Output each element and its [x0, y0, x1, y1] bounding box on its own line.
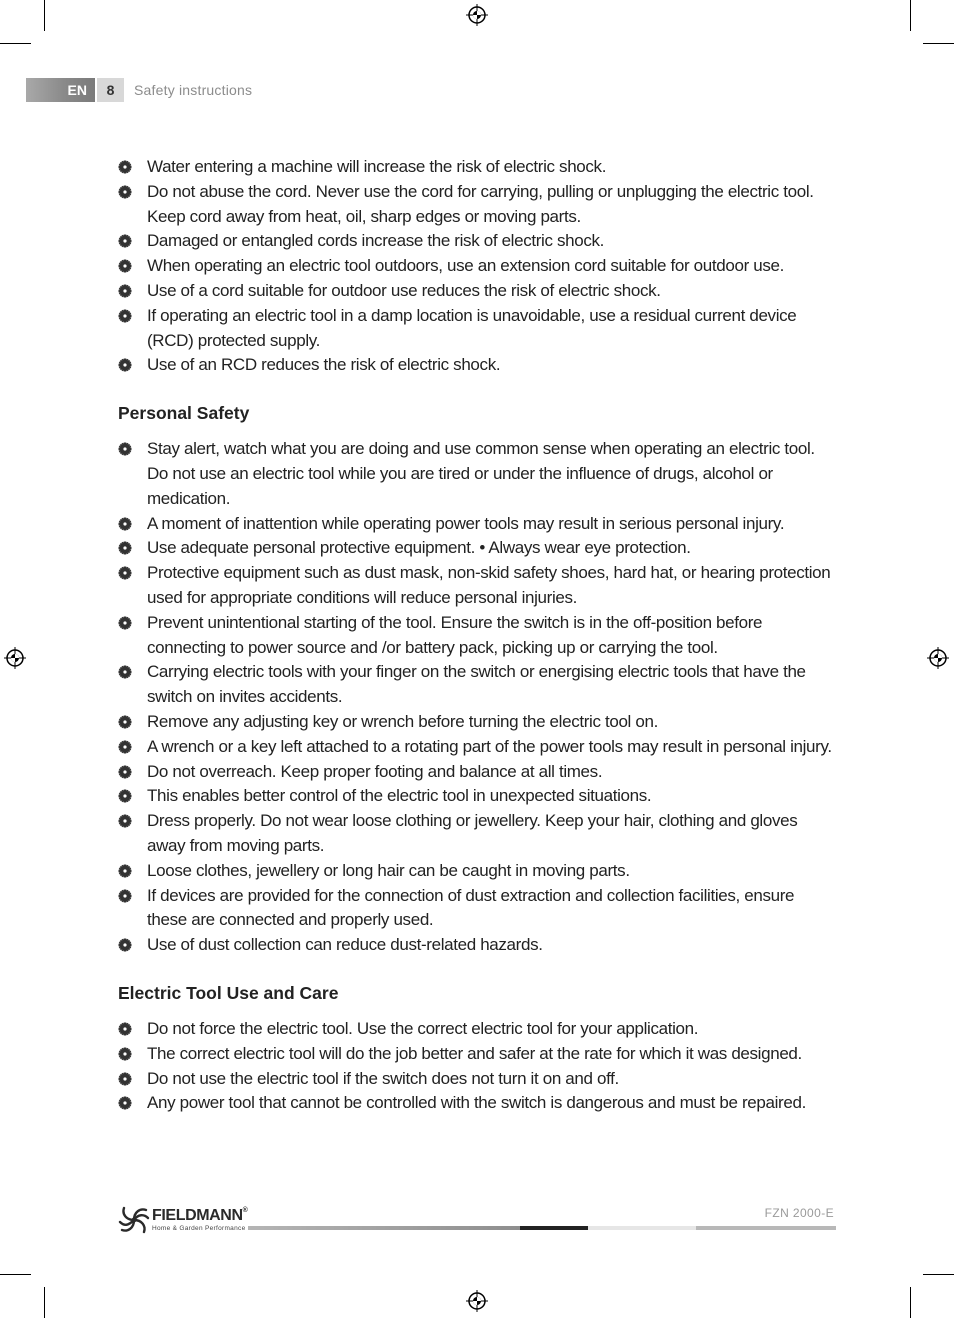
crop-mark	[44, 0, 45, 31]
registration-mark-icon	[466, 1290, 488, 1312]
list-item	[118, 512, 834, 537]
model-number: FZN 2000-E	[764, 1206, 834, 1220]
language-badge: EN	[26, 78, 95, 102]
list-item-text: Use of an RCD reduces the risk of electric shock.	[147, 355, 501, 375]
list-item-text: Do not use the electric tool if the switch does not turn it on and off.	[147, 1068, 619, 1088]
list-item-text: Do not abuse the cord. Never use the cord for carrying, pulling or unplugging the electric tool. Keep cord away from heat, oil, sharp edges or moving parts.	[147, 181, 814, 226]
personal-safety-heading: Personal Safety	[118, 403, 250, 424]
section-title: Safety instructions	[134, 82, 253, 98]
crop-mark	[923, 43, 954, 44]
gear-bullet-icon	[118, 284, 132, 298]
list-item-text: Dress properly. Do not wear loose clothing or jewellery. Keep your hair, clothing and gloves away from moving parts.	[147, 811, 798, 855]
gear-bullet-icon	[118, 715, 132, 729]
list-item	[118, 884, 834, 934]
gear-bullet-icon	[118, 1096, 132, 1110]
list-item	[118, 735, 834, 760]
gear-bullet-icon	[118, 938, 132, 952]
tool-use-list	[118, 1017, 834, 1116]
list-item-text: When operating an electric tool outdoors, use an extension cord suitable for outdoor use.	[147, 256, 784, 276]
list-item-text: Any power tool that cannot be controlled with the switch is dangerous and must be repaired.	[147, 1093, 806, 1113]
list-item	[118, 710, 834, 735]
footer-bar	[588, 1226, 696, 1230]
fieldmann-swirl-icon	[118, 1204, 150, 1236]
list-item	[118, 353, 834, 378]
list-item	[118, 859, 834, 884]
list-item-text: Damaged or entangled cords increase the risk of electric shock.	[147, 231, 605, 251]
gear-bullet-icon	[118, 517, 132, 531]
list-item	[118, 1091, 834, 1116]
list-item-text: If operating an electric tool in a damp location is unavoidable, use a residual current device (RCD) protected supply.	[147, 305, 797, 350]
gear-bullet-icon	[118, 185, 132, 199]
list-item-text: Do not force the electric tool. Use the correct electric tool for your application.	[147, 1018, 699, 1038]
gear-bullet-icon	[118, 442, 132, 456]
gear-bullet-icon	[118, 789, 132, 803]
gear-bullet-icon	[118, 1047, 132, 1061]
list-item	[118, 279, 834, 304]
list-item-text: Use adequate personal protective equipment. • Always wear eye protection.	[147, 538, 691, 558]
crop-mark	[910, 1287, 911, 1318]
list-item-text: If devices are provided for the connection of dust extraction and collection facilities, ensure these are connected and properly used.	[147, 885, 795, 930]
list-item-text: Use of a cord suitable for outdoor use reduces the risk of electric shock.	[147, 280, 661, 300]
list-item	[118, 1017, 834, 1042]
crop-mark	[0, 1274, 31, 1275]
registration-mark-icon	[4, 647, 26, 669]
list-item-text: Remove any adjusting key or wrench before turning the electric tool on.	[147, 711, 658, 731]
list-item	[118, 809, 834, 859]
list-item	[118, 1042, 834, 1067]
list-item-text: Stay alert, watch what you are doing and use common sense when operating an electric tool. Do not use an electric tool while you are tired or under the influence of drugs, alcohol or medication.	[147, 439, 815, 508]
gear-bullet-icon	[118, 889, 132, 903]
list-item	[118, 155, 834, 180]
list-item	[118, 180, 834, 230]
registration-mark-icon	[927, 647, 949, 669]
list-item	[118, 933, 834, 958]
gear-bullet-icon	[118, 1022, 132, 1036]
footer-bar	[248, 1226, 520, 1230]
gear-bullet-icon	[118, 566, 132, 580]
page-number: 8	[97, 78, 124, 102]
gear-bullet-icon	[118, 616, 132, 630]
list-item	[118, 1067, 834, 1092]
gear-bullet-icon	[118, 259, 132, 273]
gear-bullet-icon	[118, 234, 132, 248]
gear-bullet-icon	[118, 740, 132, 754]
list-item	[118, 536, 834, 561]
intro-list	[118, 155, 834, 378]
crop-mark	[0, 43, 31, 44]
list-item-text: Do not overreach. Keep proper footing and balance at all times.	[147, 761, 603, 781]
list-item-text: Loose clothes, jewellery or long hair can be caught in moving parts.	[147, 860, 630, 880]
gear-bullet-icon	[118, 864, 132, 878]
brand-logo	[118, 1204, 248, 1236]
list-item-text: Carrying electric tools with your finger on the switch or energising electric tools that have the switch on invites accidents.	[147, 662, 806, 707]
gear-bullet-icon	[118, 1072, 132, 1086]
gear-bullet-icon	[118, 160, 132, 174]
crop-mark	[910, 0, 911, 31]
gear-bullet-icon	[118, 814, 132, 828]
list-item	[118, 229, 834, 254]
crop-mark	[923, 1274, 954, 1275]
list-item	[118, 561, 834, 611]
list-item	[118, 784, 834, 809]
tool-use-heading: Electric Tool Use and Care	[118, 982, 339, 1003]
list-item	[118, 760, 834, 785]
gear-bullet-icon	[118, 358, 132, 372]
list-item-text: The correct electric tool will do the job better and safer at the rate for which it was designed.	[147, 1043, 802, 1063]
list-item-text: Protective equipment such as dust mask, non-skid safety shoes, hard hat, or hearing protection used for appropriate conditions will reduce personal injuries.	[147, 563, 831, 607]
gear-bullet-icon	[118, 765, 132, 779]
list-item-text: Water entering a machine will increase the risk of electric shock.	[147, 157, 607, 176]
gear-bullet-icon	[118, 309, 132, 323]
gear-bullet-icon	[118, 665, 132, 679]
personal-safety-list	[118, 437, 834, 958]
footer-bar	[696, 1226, 836, 1230]
crop-mark	[44, 1287, 45, 1318]
list-item-text: A moment of inattention while operating power tools may result in serious personal injury.	[147, 513, 785, 533]
list-item-text: Prevent unintentional starting of the tool. Ensure the switch is in the off-position before connecting to power source and /or battery pack, picking up or carrying the tool.	[147, 612, 763, 657]
brand-name: FIELDMANN®	[152, 1207, 248, 1224]
footer-bar-accent	[520, 1226, 588, 1230]
list-item	[118, 660, 834, 710]
list-item	[118, 304, 834, 354]
gear-bullet-icon	[118, 541, 132, 555]
list-item	[118, 611, 834, 661]
list-item	[118, 437, 834, 511]
list-item-text: Use of dust collection can reduce dust-related hazards.	[147, 935, 543, 955]
brand-tagline: Home & Garden Performance	[152, 1225, 246, 1232]
list-item	[118, 254, 834, 279]
list-item-text: A wrench or a key left attached to a rotating part of the power tools may result in personal injury.	[147, 736, 832, 756]
page-content	[118, 155, 834, 1116]
registration-mark-icon	[466, 4, 488, 26]
list-item-text: This enables better control of the electric tool in unexpected situations.	[147, 786, 652, 806]
